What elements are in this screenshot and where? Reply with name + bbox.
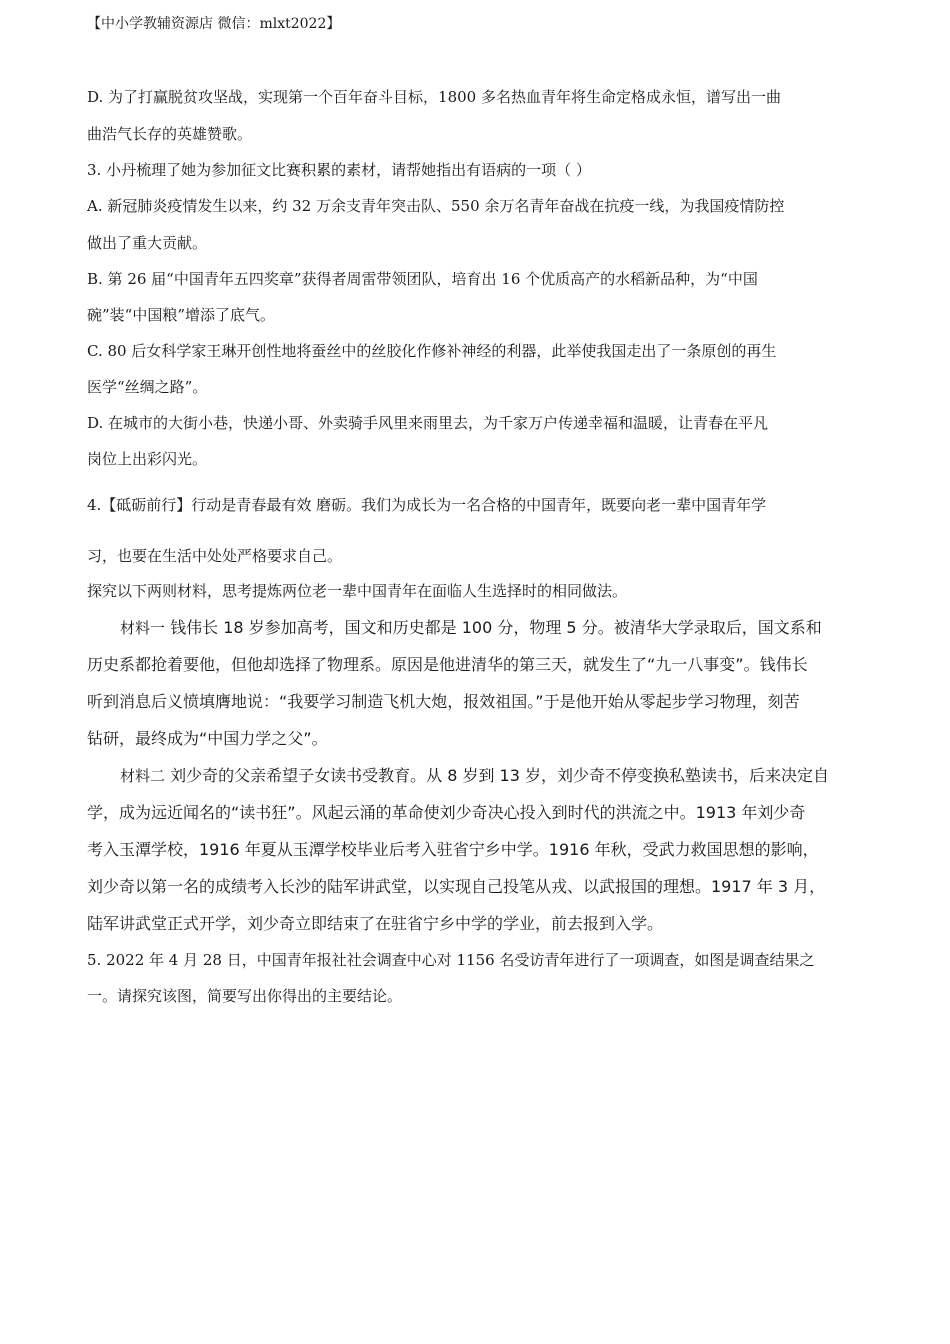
q3-option-b-line2: 碗”装“中国粮”增添了底气。 xyxy=(87,306,276,324)
q2-option-d-line2: 曲浩气长存的英雄赞歌。 xyxy=(87,125,253,143)
material2-label: 材料二 xyxy=(120,767,166,785)
q3-option-c-line2: 医学“丝绸之路”。 xyxy=(87,378,208,396)
q3-option-d-line2: 岗位上出彩闪光。 xyxy=(87,450,208,468)
q5-line1: 5. 2022 年 4 月 28 日，中国青年报社社会调查中心对 1156 名受访青年进行了一项调查，如图是调查结果之 xyxy=(87,951,815,969)
material2-line5: 陆军讲武堂正式开学，刘少奇立即结束了在驻省宁乡中学的学业，前去报到入学。 xyxy=(87,914,664,933)
q3-option-b-line1: B. 第 26 届“中国青年五四奖章”获得者周雷带领团队，培育出 16 个优质高产的水稻新品种，为“中国 xyxy=(87,270,758,288)
material2-line1 xyxy=(87,757,865,794)
material1-line3: 听到消息后义愤填膺地说：“我要学习制造飞机大炮，报效祖国。”于是他开始从零起步学习物理，刻苦 xyxy=(87,692,800,711)
q3-stem: 3. 小丹梳理了她为参加征文比赛积累的素材，请帮她指出有语病的一项（ ） xyxy=(87,161,591,179)
q4-instruction: 探究以下两则材料，思考提炼两位老一辈中国青年在面临人生选择时的相同做法。 xyxy=(87,582,628,600)
material2-line2: 学，成为远近闻名的“读书狂”。风起云涌的革命使刘少奇决心投入到时代的洪流之中。1913 年刘少奇 xyxy=(87,803,806,822)
material1-text-1: 钱伟长 18 岁参加高考，国文和历史都是 100 分，物理 5 分。被清华大学录取后，国文系和 xyxy=(165,618,822,637)
q5-line2: 一。请探究该图，简要写出你得出的主要结论。 xyxy=(87,987,403,1005)
q3-option-d-line1: D. 在城市的大街小巷，快递小哥、外卖骑手风里来雨里去，为千家万户传递幸福和温暖，让青春在平凡 xyxy=(87,414,769,432)
material2-line3: 考入玉潭学校，1916 年夏从玉潭学校毕业后考入驻省宁乡中学。1916 年秋，受武力救国思想的影响， xyxy=(87,840,819,859)
material1-line1 xyxy=(87,609,865,646)
material1-label: 材料一 xyxy=(120,619,166,637)
page-header-watermark: 【中小学教辅资源店 微信：mlxt2022】 xyxy=(87,16,341,32)
material2-text-1: 刘少奇的父亲希望子女读书受教育。从 8 岁到 13 岁，刘少奇不停变换私塾读书，后来决定自 xyxy=(165,766,829,785)
material1-line4: 钻研，最终成为“中国力学之父”。 xyxy=(87,729,328,748)
material2-line4: 刘少奇以第一名的成绩考入长沙的陆军讲武堂，以实现自己投笔从戎、以武报国的理想。1917 年 3 月， xyxy=(87,877,826,896)
q3-option-c-line1: C. 80 后女科学家王琳开创性地将蚕丝中的丝胶化作修补神经的利器，此举使我国走出了一条原创的再生 xyxy=(87,342,777,360)
q4-line2: 习，也要在生活中处处严格要求自己。 xyxy=(87,547,343,565)
q3-option-a-line1: A. 新冠肺炎疫情发生以来，约 32 万余支青年突击队、550 余万名青年奋战在抗疫一线，为我国疫情防控 xyxy=(87,197,785,215)
document-body xyxy=(87,78,865,1014)
q3-option-a-line2: 做出了重大贡献。 xyxy=(87,234,208,252)
q2-option-d-line1: D. 为了打赢脱贫攻坚战，实现第一个百年奋斗目标，1800 多名热血青年将生命定格成永恒，谱写出一曲 xyxy=(87,88,781,106)
q4-line1: 4.【砥砺前行】行动是青春最有效 磨砺。我们为成长为一名合格的中国青年，既要向老一辈中国青年学 xyxy=(87,496,767,514)
material1-line2: 历史系都抢着要他，但他却选择了物理系。原因是他进清华的第三天，就发生了“九一八事变”。钱伟长 xyxy=(87,655,808,674)
